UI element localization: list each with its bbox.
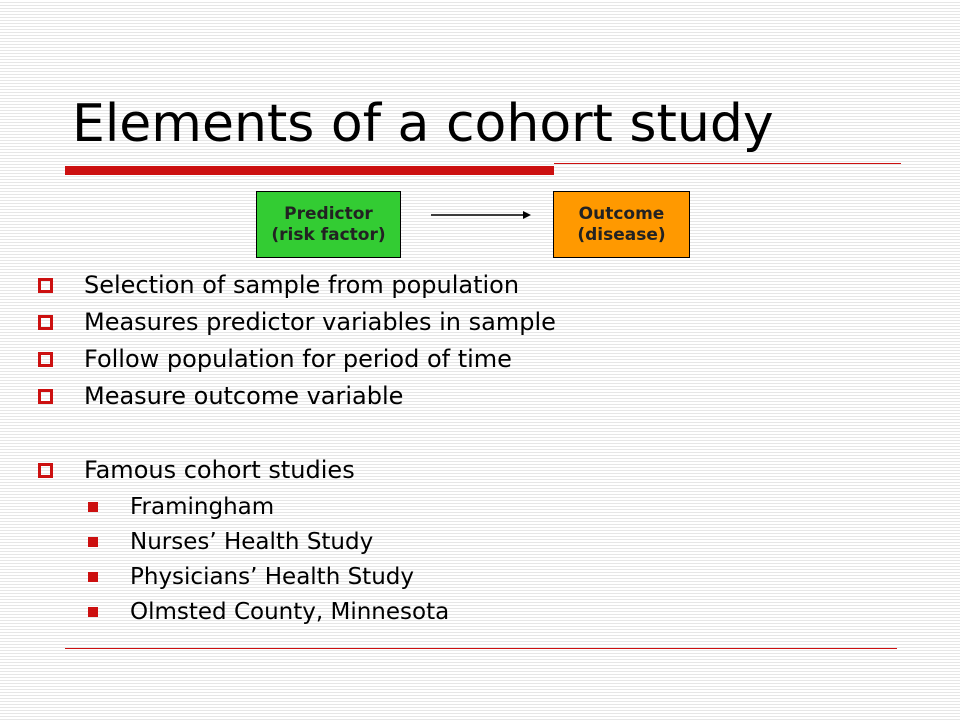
- outcome-box: Outcome (disease): [553, 191, 690, 258]
- title-underline-thin: [554, 163, 901, 164]
- bullet-text: Measure outcome variable: [84, 382, 404, 410]
- hollow-square-bullet-icon: [38, 463, 53, 478]
- hollow-square-bullet-icon: [38, 278, 53, 293]
- title-underline-thick: [65, 166, 554, 175]
- filled-square-bullet-icon: [88, 537, 98, 547]
- hollow-square-bullet-icon: [38, 389, 53, 404]
- bullet-text: Follow population for period of time: [84, 345, 512, 373]
- bullet-text: Selection of sample from population: [84, 271, 520, 299]
- filled-square-bullet-icon: [88, 572, 98, 582]
- filled-square-bullet-icon: [88, 607, 98, 617]
- sub-bullet-text: Olmsted County, Minnesota: [130, 599, 450, 625]
- slide-title: Elements of a cohort study: [72, 94, 774, 154]
- hollow-square-bullet-icon: [38, 352, 53, 367]
- sub-bullet-text: Physicians’ Health Study: [130, 564, 414, 590]
- bullet-text: Measures predictor variables in sample: [84, 308, 556, 336]
- sub-bullet-text: Framingham: [130, 494, 275, 520]
- footer-rule: [65, 648, 897, 649]
- arrow-icon: [431, 208, 531, 222]
- predictor-box: Predictor (risk factor): [256, 191, 401, 258]
- hollow-square-bullet-icon: [38, 315, 53, 330]
- filled-square-bullet-icon: [88, 502, 98, 512]
- bullet-text: Famous cohort studies: [84, 456, 355, 484]
- sub-bullet-text: Nurses’ Health Study: [130, 529, 374, 555]
